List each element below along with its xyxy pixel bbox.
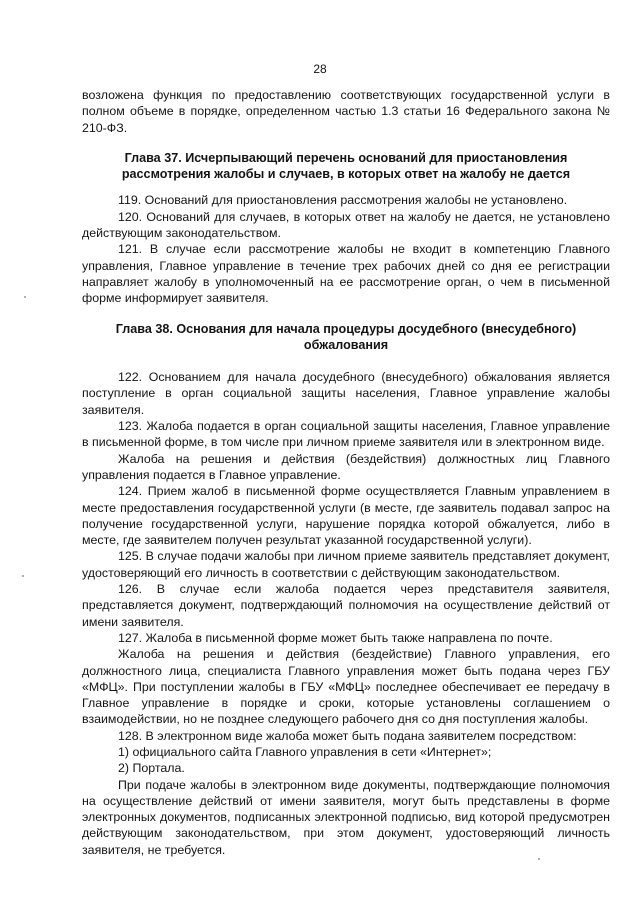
paragraph-123: 123. Жалоба подается в орган социальной защиты населения, Главное управление в письменной форме, в том числе при личном приеме заявителя или в электронном виде. xyxy=(82,419,610,450)
scan-speck xyxy=(538,858,540,860)
paragraph-119: 119. Оснований для приостановления рассмотрения жалобы не установлено. xyxy=(118,193,568,208)
paragraph-124: 124. Прием жалоб в письменной форме осуществляется Главным управлением в месте предоставления государственной услуги (в месте, где заявитель подавал запрос на получение государственной услуги, нарушение порядка которой обжалуется, либо в месте, где заявителем получен результат указанной государственной услуги). xyxy=(82,484,610,548)
intro-paragraph: возложена функция по предоставлению соответствующих государственной услуги в полном объеме в порядке, определенном частью 1.3 статьи 16 Федерального закона № 210-ФЗ. xyxy=(82,88,610,135)
paragraph-126: 126. В случае если жалоба подается через представителя заявителя, представляется документ, подтверждающий полномочия на осуществление действий от имени заявителя. xyxy=(82,582,610,629)
paragraph-121: 121. В случае если рассмотрение жалобы не входит в компетенцию Главного управления, Главное управление в течение трех рабочих дней со дня ее регистрации направляет жалобу в уполномоченный на ее рассмотрение орган, о чем в письменной форме информирует заявителя. xyxy=(82,242,610,306)
spacer xyxy=(82,307,610,321)
paragraph-128-item-1: 1) официального сайта Главного управления в сети «Интернет»; xyxy=(118,744,492,759)
document-body xyxy=(82,87,610,858)
paragraph-123-addendum: Жалоба на решения и действия (бездействия) должностных лиц Главного управления подается в Главное управление. xyxy=(82,451,610,482)
scan-speck xyxy=(22,575,24,577)
page-number: 28 xyxy=(313,62,327,76)
paragraph-125: 125. В случае подачи жалобы при личном приеме заявитель представляет документ, удостоверяющий его личность в соответствии с действующим законодательством. xyxy=(82,549,610,580)
paragraph-120: 120. Оснований для случаев, в которых ответ на жалобу не дается, не установлено действующим законодательством. xyxy=(82,209,610,241)
spacer xyxy=(82,353,610,369)
paragraph-128-item-2: 2) Портала. xyxy=(118,761,185,776)
paragraph-122: 122. Основанием для начала досудебного (внесудебного) обжалования является поступление в орган социальной защиты населения, Главное управление жалобы заявителя. xyxy=(82,370,610,417)
scan-speck xyxy=(24,296,26,298)
chapter-37 xyxy=(82,150,610,307)
chapter-38-title: Глава 38. Основания для начала процедуры досудебного (внесудебного) обжалования xyxy=(115,321,577,352)
paragraph-128-addendum: При подаче жалобы в электронном виде документы, подтверждающие полномочия на осуществление действий от имени заявителя, могут быть представлены в форме электронных документов, подписанных электронной подписью, вид которой предусмотрен действующим законодательством, при этом документ, удостоверяющий личность заявителя, не требуется. xyxy=(82,777,610,857)
chapter-38 xyxy=(82,321,610,859)
chapter-37-title: Глава 37. Исчерпывающий перечень оснований для приостановления рассмотрения жалобы и случаев, в которых ответ на жалобу не дается xyxy=(121,150,571,182)
spacer xyxy=(82,136,610,150)
paragraph-127: 127. Жалоба в письменной форме может быть также направлена по почте. xyxy=(118,630,553,645)
paragraph-127-addendum: Жалоба на решения и действия (бездействие) Главного управления, его должностного лица, специалиста Главного управления может быть подана через ГБУ «МФЦ». При поступлении жалобы в ГБУ «МФЦ» последнее обеспечивает ее передачу в Главное управление в порядке и сроки, которые установлены соглашением о взаимодействии, но не позднее следующего рабочего дня со дня поступления жалобы. xyxy=(82,647,610,727)
paragraph-128: 128. В электронном виде жалоба может быть подана заявителем посредством: xyxy=(118,728,577,743)
spacer xyxy=(82,182,610,192)
